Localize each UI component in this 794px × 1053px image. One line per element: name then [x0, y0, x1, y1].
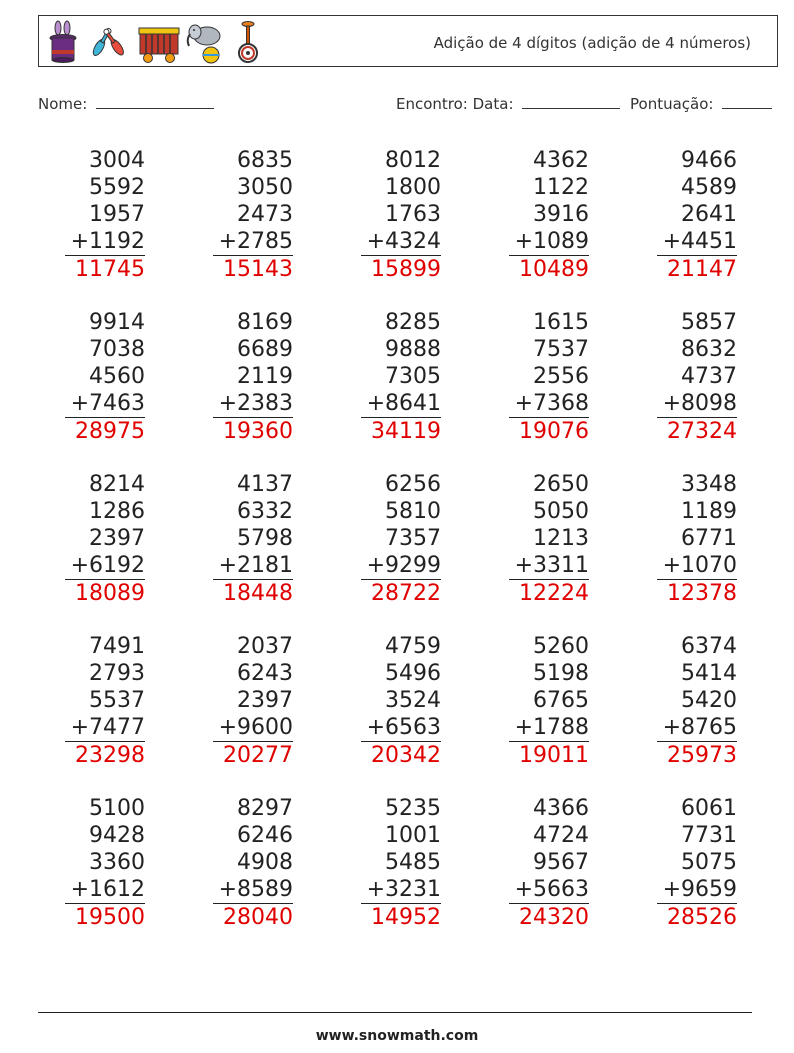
date-label: Encontro: Data: — [396, 95, 514, 113]
addend: 4759 — [385, 634, 441, 659]
addend: 3050 — [237, 175, 293, 200]
answer: 28722 — [371, 581, 441, 606]
last-addend — [617, 390, 737, 418]
addend: 1763 — [385, 202, 441, 227]
addend: 1800 — [385, 175, 441, 200]
last-addend — [173, 552, 293, 580]
addend: 3916 — [533, 202, 589, 227]
last-addend — [469, 390, 589, 418]
addend: 2473 — [237, 202, 293, 227]
addend: 6835 — [237, 148, 293, 173]
addend: 5050 — [533, 499, 589, 524]
addend: 2793 — [89, 661, 145, 686]
answer: 25973 — [667, 743, 737, 768]
addend: 5485 — [385, 850, 441, 875]
last-addend — [321, 228, 441, 256]
addend: 1001 — [385, 823, 441, 848]
addend: 8214 — [89, 472, 145, 497]
addition-problem — [469, 471, 589, 607]
sum-line: +1612 — [65, 876, 145, 904]
answer: 14952 — [371, 905, 441, 930]
last-addend — [617, 552, 737, 580]
answer: 27324 — [667, 419, 737, 444]
sum-line: +2383 — [213, 390, 293, 418]
addend: 2397 — [89, 526, 145, 551]
answer: 11745 — [75, 257, 145, 282]
last-addend — [25, 552, 145, 580]
sum-line: +4451 — [657, 228, 737, 256]
answer: 18089 — [75, 581, 145, 606]
last-addend — [25, 390, 145, 418]
answer: 15143 — [223, 257, 293, 282]
last-addend — [617, 876, 737, 904]
addition-problem — [617, 633, 737, 769]
addend: 6771 — [681, 526, 737, 551]
addend: 6061 — [681, 796, 737, 821]
worksheet-title: Adição de 4 dígitos (adição de 4 números) — [433, 34, 751, 52]
addend: 2650 — [533, 472, 589, 497]
sum-line: +8641 — [361, 390, 441, 418]
addend: 5857 — [681, 310, 737, 335]
addend: 6765 — [533, 688, 589, 713]
addition-problem — [25, 471, 145, 607]
answer: 19360 — [223, 419, 293, 444]
addend: 7038 — [89, 337, 145, 362]
addition-problem — [25, 309, 145, 445]
addend: 5537 — [89, 688, 145, 713]
last-addend — [321, 390, 441, 418]
addend: 1213 — [533, 526, 589, 551]
addend: 3348 — [681, 472, 737, 497]
addend: 8169 — [237, 310, 293, 335]
sum-line: +3231 — [361, 876, 441, 904]
sum-line: +5663 — [509, 876, 589, 904]
addend: 5420 — [681, 688, 737, 713]
last-addend — [173, 228, 293, 256]
addition-problem — [617, 147, 737, 283]
answer: 10489 — [519, 257, 589, 282]
addend: 9428 — [89, 823, 145, 848]
addend: 5798 — [237, 526, 293, 551]
sum-line: +2181 — [213, 552, 293, 580]
addition-problem — [173, 147, 293, 283]
answer: 28975 — [75, 419, 145, 444]
addend: 5496 — [385, 661, 441, 686]
last-addend — [469, 714, 589, 742]
last-addend — [25, 714, 145, 742]
addend: 8285 — [385, 310, 441, 335]
answer: 19076 — [519, 419, 589, 444]
addend: 5810 — [385, 499, 441, 524]
addend: 4560 — [89, 364, 145, 389]
sum-line: +7368 — [509, 390, 589, 418]
last-addend — [173, 876, 293, 904]
last-addend — [617, 714, 737, 742]
addition-problem — [173, 633, 293, 769]
last-addend — [25, 876, 145, 904]
sum-line: +7477 — [65, 714, 145, 742]
addend: 9888 — [385, 337, 441, 362]
addend: 7357 — [385, 526, 441, 551]
answer: 24320 — [519, 905, 589, 930]
addend: 4737 — [681, 364, 737, 389]
sum-line: +1070 — [657, 552, 737, 580]
addend: 6256 — [385, 472, 441, 497]
last-addend — [321, 552, 441, 580]
addend: 5592 — [89, 175, 145, 200]
sum-line: +1089 — [509, 228, 589, 256]
answer: 34119 — [371, 419, 441, 444]
addition-problem — [173, 309, 293, 445]
sum-line: +2785 — [213, 228, 293, 256]
sum-line: +1192 — [65, 228, 145, 256]
addition-problem — [469, 633, 589, 769]
addend: 6243 — [237, 661, 293, 686]
last-addend — [173, 390, 293, 418]
sum-line: +8589 — [213, 876, 293, 904]
last-addend — [25, 228, 145, 256]
addition-problem — [321, 147, 441, 283]
addition-problem — [617, 795, 737, 931]
answer: 21147 — [667, 257, 737, 282]
addition-problem — [25, 795, 145, 931]
answer: 23298 — [75, 743, 145, 768]
answer: 20277 — [223, 743, 293, 768]
name-label: Nome: — [38, 95, 88, 113]
last-addend — [173, 714, 293, 742]
answer: 12224 — [519, 581, 589, 606]
addend: 4908 — [237, 850, 293, 875]
score-label: Pontuação: — [630, 95, 714, 113]
addition-problem — [321, 633, 441, 769]
addend: 7731 — [681, 823, 737, 848]
sum-line: +6563 — [361, 714, 441, 742]
addend: 5414 — [681, 661, 737, 686]
addend: 6246 — [237, 823, 293, 848]
addition-problem — [321, 471, 441, 607]
addend: 1957 — [89, 202, 145, 227]
sum-line: +8098 — [657, 390, 737, 418]
addend: 5198 — [533, 661, 589, 686]
addend: 2037 — [237, 634, 293, 659]
addend: 1615 — [533, 310, 589, 335]
last-addend — [321, 876, 441, 904]
addend: 6689 — [237, 337, 293, 362]
addend: 5235 — [385, 796, 441, 821]
addend: 4362 — [533, 148, 589, 173]
addition-problem — [617, 471, 737, 607]
sum-line: +9600 — [213, 714, 293, 742]
addition-problem — [617, 309, 737, 445]
addend: 4589 — [681, 175, 737, 200]
addition-problem — [469, 309, 589, 445]
addend: 8297 — [237, 796, 293, 821]
sum-line: +8765 — [657, 714, 737, 742]
addend: 1122 — [533, 175, 589, 200]
sum-line: +7463 — [65, 390, 145, 418]
addend: 2556 — [533, 364, 589, 389]
last-addend — [469, 552, 589, 580]
answer: 19500 — [75, 905, 145, 930]
addend: 2119 — [237, 364, 293, 389]
addend: 7537 — [533, 337, 589, 362]
addend: 8632 — [681, 337, 737, 362]
answer: 15899 — [371, 257, 441, 282]
addition-problem — [469, 795, 589, 931]
addend: 9466 — [681, 148, 737, 173]
addition-problem — [321, 309, 441, 445]
answer: 20342 — [371, 743, 441, 768]
addition-problem — [25, 147, 145, 283]
addend: 5260 — [533, 634, 589, 659]
sum-line: +9659 — [657, 876, 737, 904]
last-addend — [321, 714, 441, 742]
addend: 6374 — [681, 634, 737, 659]
answer: 28040 — [223, 905, 293, 930]
answer: 19011 — [519, 743, 589, 768]
addend: 9914 — [89, 310, 145, 335]
addition-problem — [469, 147, 589, 283]
answer: 28526 — [667, 905, 737, 930]
addend: 4137 — [237, 472, 293, 497]
addend: 6332 — [237, 499, 293, 524]
sum-line: +1788 — [509, 714, 589, 742]
addition-problem — [321, 795, 441, 931]
addend: 1189 — [681, 499, 737, 524]
last-addend — [617, 228, 737, 256]
addend: 7491 — [89, 634, 145, 659]
addend: 3524 — [385, 688, 441, 713]
addend: 7305 — [385, 364, 441, 389]
addend: 2641 — [681, 202, 737, 227]
addend: 3360 — [89, 850, 145, 875]
addend: 5100 — [89, 796, 145, 821]
addend: 8012 — [385, 148, 441, 173]
addend: 1286 — [89, 499, 145, 524]
answer: 18448 — [223, 581, 293, 606]
answer: 12378 — [667, 581, 737, 606]
addition-problem — [173, 795, 293, 931]
sum-line: +3311 — [509, 552, 589, 580]
addition-problem — [173, 471, 293, 607]
sum-line: +4324 — [361, 228, 441, 256]
sum-line: +6192 — [65, 552, 145, 580]
last-addend — [469, 228, 589, 256]
sum-line: +9299 — [361, 552, 441, 580]
last-addend — [469, 876, 589, 904]
addend: 4724 — [533, 823, 589, 848]
footer-divider — [38, 1012, 752, 1013]
addend: 3004 — [89, 148, 145, 173]
addend: 4366 — [533, 796, 589, 821]
addend: 5075 — [681, 850, 737, 875]
addition-problem — [25, 633, 145, 769]
addend: 2397 — [237, 688, 293, 713]
addend: 9567 — [533, 850, 589, 875]
footer-site: www.snowmath.com — [315, 1028, 479, 1044]
